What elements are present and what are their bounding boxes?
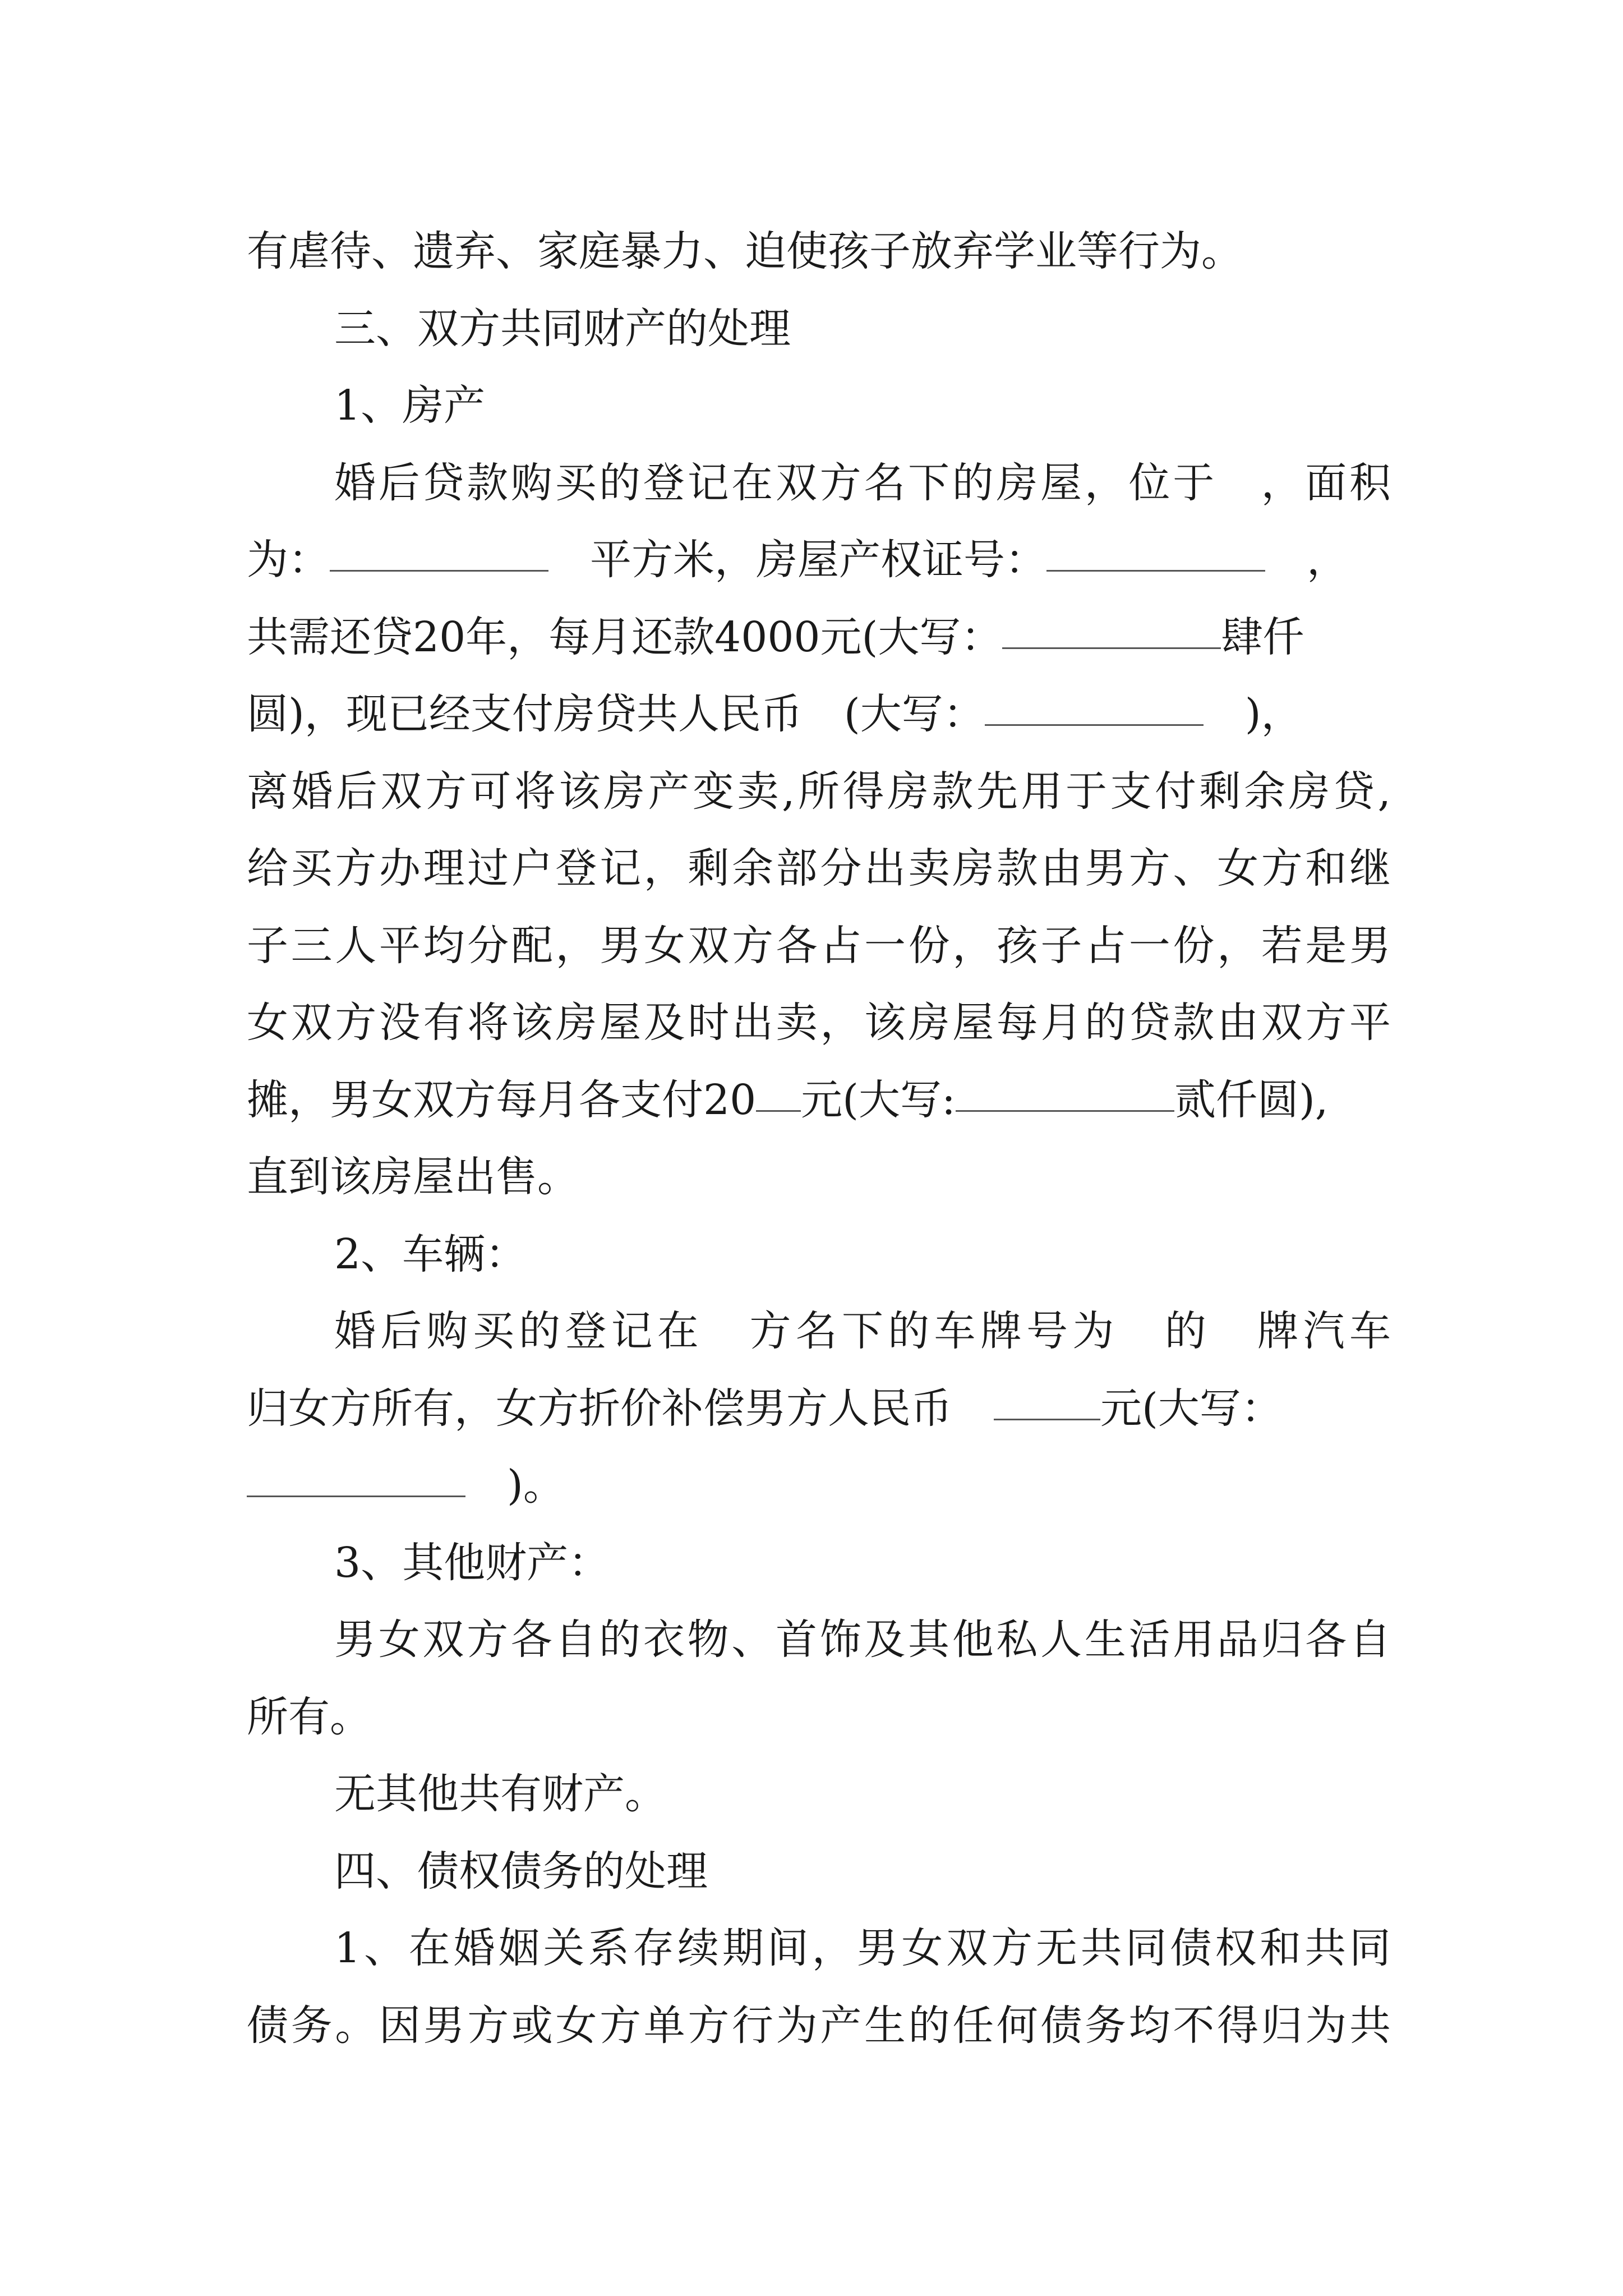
text-segment: 圆)，现已经支付房贷共人民币 (大写： [247, 690, 985, 738]
text-segment: 三、双方共同财产的处理 [334, 304, 791, 353]
text-segment: 男女双方各自的衣物、首饰及其他私人生活用品归各自 [334, 1616, 1391, 1664]
text-line [247, 753, 1391, 831]
text-segment: 给买方办理过户登记，剩余部分出卖房款由男方、女方和继 [247, 844, 1391, 892]
text-line [247, 1216, 1391, 1294]
text-segment: 共需还贷20年，每月还款4000元(大写： [247, 613, 1003, 661]
text-line [247, 1833, 1391, 1911]
text-segment: ， [1265, 536, 1348, 584]
text-line [247, 1525, 1391, 1602]
text-line [247, 1987, 1391, 2065]
text-line [247, 1756, 1391, 1833]
fill-in-blank [994, 1418, 1100, 1420]
text-line [247, 1910, 1391, 1987]
text-segment: 子三人平均分配，男女双方各占一份，孩子占一份，若是男 [247, 921, 1391, 970]
text-segment: 婚后贷款购买的登记在双方名下的房屋，位于 ，面积 [334, 458, 1391, 507]
text-segment: 元(大写: [801, 1075, 956, 1124]
text-segment: 有虐待、遗弃、家庭暴力、迫使孩子放弃学业等行为。 [247, 227, 1243, 275]
text-segment: 无其他共有财产。 [334, 1770, 666, 1818]
text-segment: 婚后购买的登记在 方名下的车牌号为 的 牌汽车 [334, 1307, 1391, 1355]
text-line [247, 984, 1391, 1062]
text-segment: 1、在婚姻关系存续期间，男女双方无共同债权和共同 [334, 1924, 1391, 1972]
text-line [247, 367, 1391, 445]
text-segment: 归女方所有，女方折价补偿男方人民币 [247, 1384, 994, 1433]
fill-in-blank [1046, 569, 1265, 572]
text-segment: 离婚后双方可将该房产变卖,所得房款先用于支付剩余房贷, [247, 767, 1391, 816]
text-segment: 平方米，房屋产权证号： [548, 536, 1046, 584]
text-segment: )， [1203, 690, 1303, 738]
text-segment: 元(大写： [1100, 1384, 1283, 1433]
fill-in-blank [756, 1110, 801, 1112]
text-line [247, 908, 1391, 985]
text-line [247, 445, 1391, 522]
fill-in-blank [956, 1110, 1174, 1112]
fill-in-blank [330, 569, 548, 572]
text-segment: 债务。因男方或女方单方行为产生的任何债务均不得归为共 [247, 2001, 1391, 2050]
text-segment: 为： [247, 536, 330, 584]
text-line [247, 291, 1391, 368]
text-segment: 2、车辆： [334, 1230, 527, 1278]
document-body [247, 213, 1391, 2064]
text-segment: 肆仟 [1221, 613, 1304, 661]
text-segment: 所有。 [247, 1692, 371, 1741]
text-line [247, 1602, 1391, 1679]
fill-in-blank [985, 724, 1204, 726]
text-line [247, 522, 1391, 599]
fill-in-blank [247, 1495, 465, 1497]
text-segment: 四、债权债务的处理 [334, 1847, 708, 1895]
text-line [247, 213, 1391, 291]
text-segment: 1、房产 [334, 381, 486, 430]
fill-in-blank [1002, 647, 1221, 649]
text-segment: 直到该房屋出售。 [247, 1153, 579, 1201]
text-segment: )。 [465, 1461, 565, 1510]
text-line [247, 1447, 1391, 1525]
text-line [247, 1293, 1391, 1370]
text-line [247, 1139, 1391, 1216]
text-line [247, 1062, 1391, 1139]
text-segment: 女双方没有将该房屋及时出卖，该房屋每月的贷款由双方平 [247, 999, 1391, 1047]
text-line [247, 1370, 1391, 1448]
text-line [247, 676, 1391, 753]
text-segment: 贰仟圆), [1174, 1075, 1329, 1124]
text-segment: 3、其他财产： [334, 1538, 610, 1587]
text-line [247, 599, 1391, 677]
text-line [247, 830, 1391, 908]
text-line [247, 1679, 1391, 1756]
text-segment: 摊，男女双方每月各支付20 [247, 1075, 757, 1124]
